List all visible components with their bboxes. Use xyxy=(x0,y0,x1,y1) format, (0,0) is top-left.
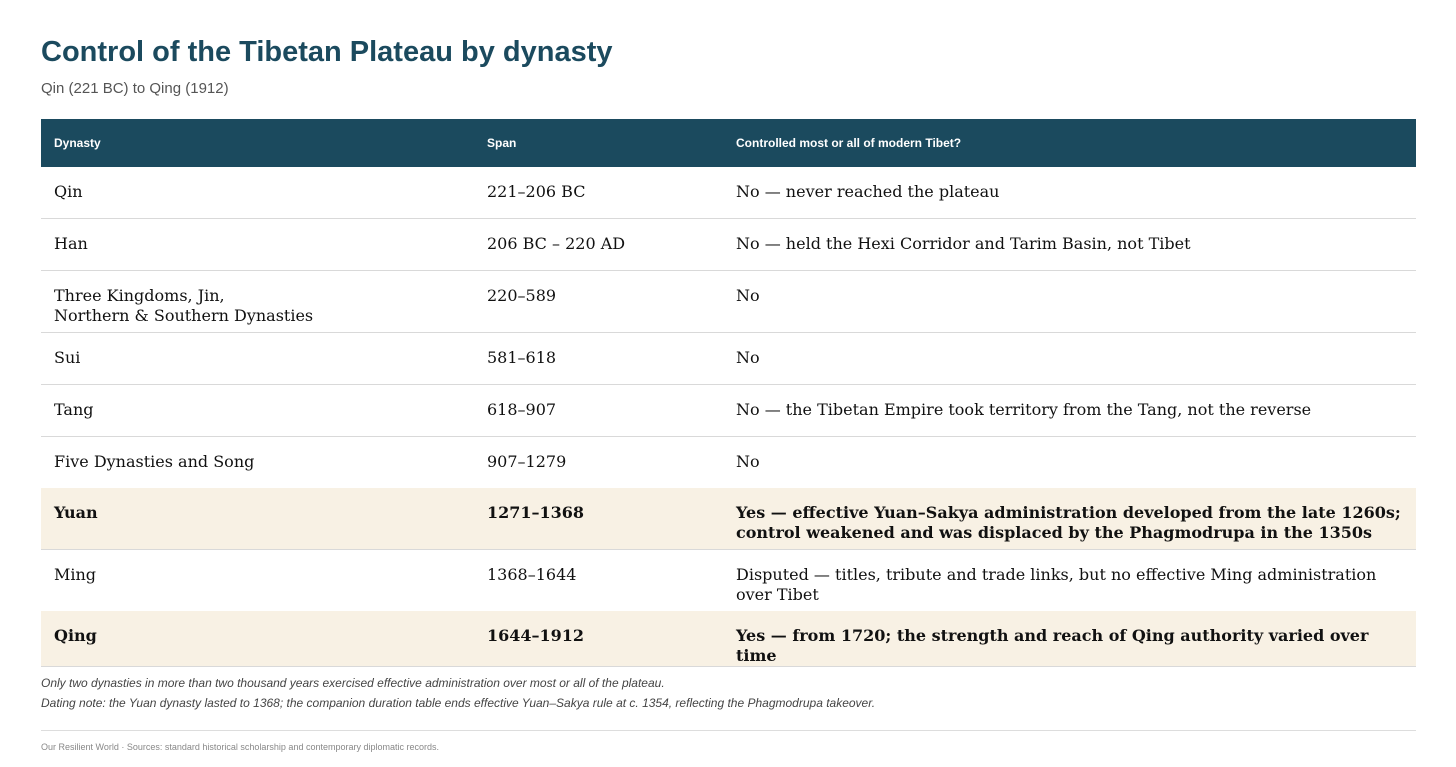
table-row-highlighted xyxy=(41,488,1416,550)
control-cell: No — never reached the plateau xyxy=(723,167,1416,219)
dynasty-cell: Five Dynasties and Song xyxy=(54,452,255,471)
dynasty-cell: Sui xyxy=(41,333,474,385)
dynasty-table xyxy=(41,119,1416,667)
table-row xyxy=(41,550,1416,612)
dynasty-cell: Yuan xyxy=(41,488,474,550)
column-header-span: Span xyxy=(474,119,723,167)
span-cell: 221–206 BC xyxy=(474,167,723,219)
page-subtitle: Qin (221 BC) to Qing (1912) xyxy=(41,80,229,97)
span-cell: 1271–1368 xyxy=(474,488,723,550)
table-row xyxy=(41,437,1416,489)
dynasty-cell: Han xyxy=(41,219,474,271)
dynasty-cell: Three Kingdoms, Jin, Northern & Southern Dynasties xyxy=(41,271,474,333)
control-cell: No xyxy=(723,333,1416,385)
span-cell: 206 BC – 220 AD xyxy=(474,219,723,271)
control-cell: Yes — effective Yuan–Sakya administration developed from the late 1260s; control weakened and was displaced by the Phagmodrupa in the 1350s xyxy=(723,488,1416,550)
column-header-control: Controlled most or all of modern Tibet? xyxy=(723,119,1416,167)
dynasty-cell: Qing xyxy=(41,611,474,667)
column-header-dynasty: Dynasty xyxy=(41,119,474,167)
control-cell: No — the Tibetan Empire took territory from the Tang, not the reverse xyxy=(723,385,1416,437)
control-cell: Yes — from 1720; the strength and reach of Qing authority varied over time xyxy=(723,611,1416,667)
dynasty-cell: Qin xyxy=(41,167,474,219)
control-cell: No xyxy=(736,452,760,471)
table-row xyxy=(41,167,1416,219)
span-cell: 220–589 xyxy=(474,271,723,333)
page-title: Control of the Tibetan Plateau by dynasty xyxy=(41,36,613,68)
span-cell: 1368–1644 xyxy=(487,565,577,584)
control-cell: No xyxy=(723,271,1416,333)
summary-note: Only two dynasties in more than two thousand years exercised effective administration over most or all of the plateau. xyxy=(41,676,665,690)
table-row xyxy=(41,219,1416,271)
table-row xyxy=(41,385,1416,437)
dynasty-cell: Ming xyxy=(54,565,97,584)
footer-divider xyxy=(41,730,1416,731)
control-cell: No — held the Hexi Corridor and Tarim Basin, not Tibet xyxy=(723,219,1416,271)
dating-note: Dating note: the Yuan dynasty lasted to 1368; the companion duration table ends effective Yuan–Sakya rule at c. 1354, reflecting the Phagmodrupa takeover. xyxy=(41,696,876,710)
span-cell: 1644–1912 xyxy=(474,611,723,667)
source-credit: Our Resilient World · Sources: standard historical scholarship and contemporary diplomatic records. xyxy=(41,742,440,752)
table-row-highlighted xyxy=(41,611,1416,667)
table-row xyxy=(41,333,1416,385)
span-cell: 907–1279 xyxy=(487,452,567,471)
control-cell: Disputed — titles, tribute and trade links, but no effective Ming administration over Tibet xyxy=(736,565,1377,604)
span-cell: 581–618 xyxy=(474,333,723,385)
span-cell: 618–907 xyxy=(474,385,723,437)
table-row xyxy=(41,271,1416,333)
table-header-row xyxy=(41,119,1416,167)
dynasty-cell: Tang xyxy=(41,385,474,437)
